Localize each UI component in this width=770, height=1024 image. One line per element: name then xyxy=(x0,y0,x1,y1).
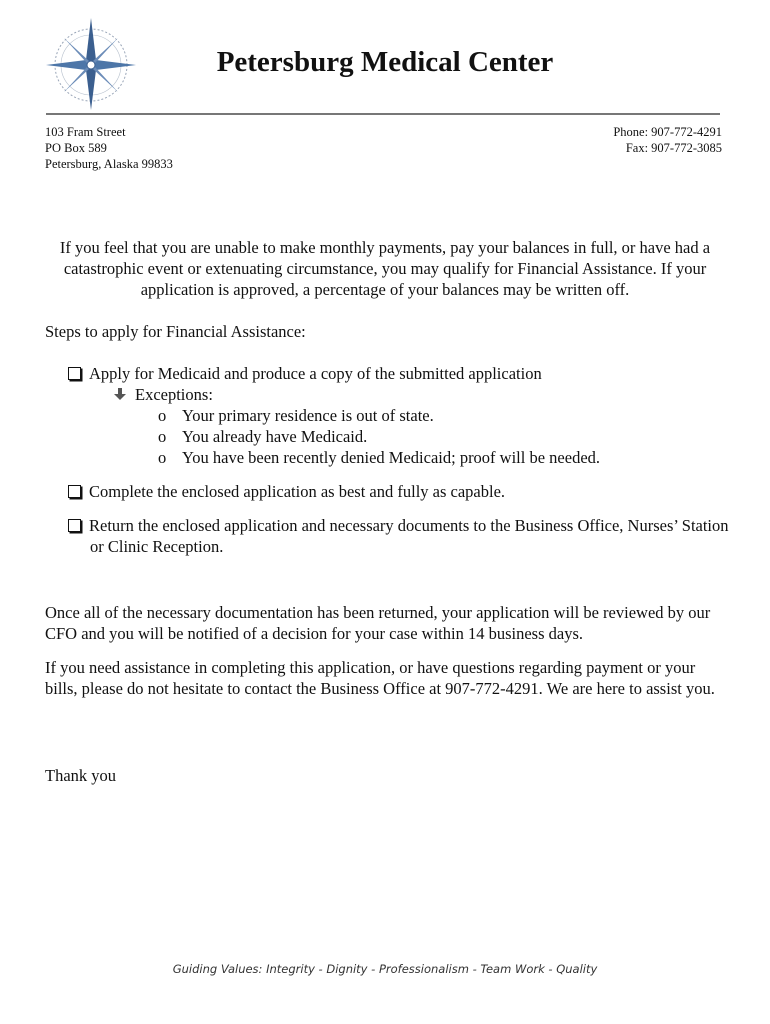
step-item xyxy=(68,515,730,557)
checkbox-icon xyxy=(68,485,81,498)
exception-text: You have been recently denied Medicaid; proof will be needed. xyxy=(182,448,601,467)
fax-number: Fax: 907-772-3085 xyxy=(625,141,722,155)
assistance-paragraph: If you need assistance in completing this application, or have questions regarding payment or your bills, please do not hesitate to contact the Business Office at 907-772-4291. We are here to assist you. xyxy=(45,658,715,698)
bullet-o: o xyxy=(158,427,167,446)
exception-text: You already have Medicaid. xyxy=(182,427,368,446)
header-divider xyxy=(46,113,720,115)
step-text: Complete the enclosed application as best and fully as capable. xyxy=(89,482,506,501)
exceptions-label-row xyxy=(113,384,213,405)
address-line: PO Box 589 xyxy=(45,141,107,155)
step-text: Apply for Medicaid and produce a copy of the submitted application xyxy=(89,364,542,383)
exception-text: Your primary residence is out of state. xyxy=(182,406,434,425)
steps-heading: Steps to apply for Financial Assistance: xyxy=(45,322,306,341)
checkbox-icon xyxy=(68,519,81,532)
checkbox-icon xyxy=(68,367,81,380)
exception-item xyxy=(158,426,367,447)
address-block xyxy=(45,124,173,172)
review-paragraph: Once all of the necessary documentation has been returned, your application will be reviewed by our CFO and you will be notified of a decision for your case within 14 business days. xyxy=(45,603,711,643)
address-line: Petersburg, Alaska 99833 xyxy=(45,157,173,171)
contact-block xyxy=(613,124,722,156)
closing-text: Thank you xyxy=(45,766,117,785)
phone-number: Phone: 907-772-4291 xyxy=(613,125,722,139)
step-item xyxy=(68,363,728,384)
page-title: Petersburg Medical Center xyxy=(216,46,554,78)
bullet-o: o xyxy=(158,406,167,425)
step-item xyxy=(68,481,728,502)
bullet-o: o xyxy=(158,448,167,467)
address-line: 103 Fram Street xyxy=(45,125,126,139)
exceptions-label: Exceptions: xyxy=(135,385,213,404)
exception-item xyxy=(158,405,434,426)
compass-rose-logo xyxy=(44,16,136,110)
exception-item xyxy=(158,447,600,468)
arrow-down-icon xyxy=(113,387,127,401)
step-text: Return the enclosed application and necessary documents to the Business Office, Nurses’ Station or Clinic Reception. xyxy=(89,516,729,556)
footer-guiding-values: Guiding Values: Integrity - Dignity - Professionalism - Team Work - Quality xyxy=(172,962,598,976)
intro-paragraph: If you feel that you are unable to make monthly payments, pay your balances in full, or have had a catastrophic event or extenuating circumstance, you may qualify for Financial Assistance. If your application is approved, a percentage of your balances may be written off. xyxy=(59,238,711,299)
